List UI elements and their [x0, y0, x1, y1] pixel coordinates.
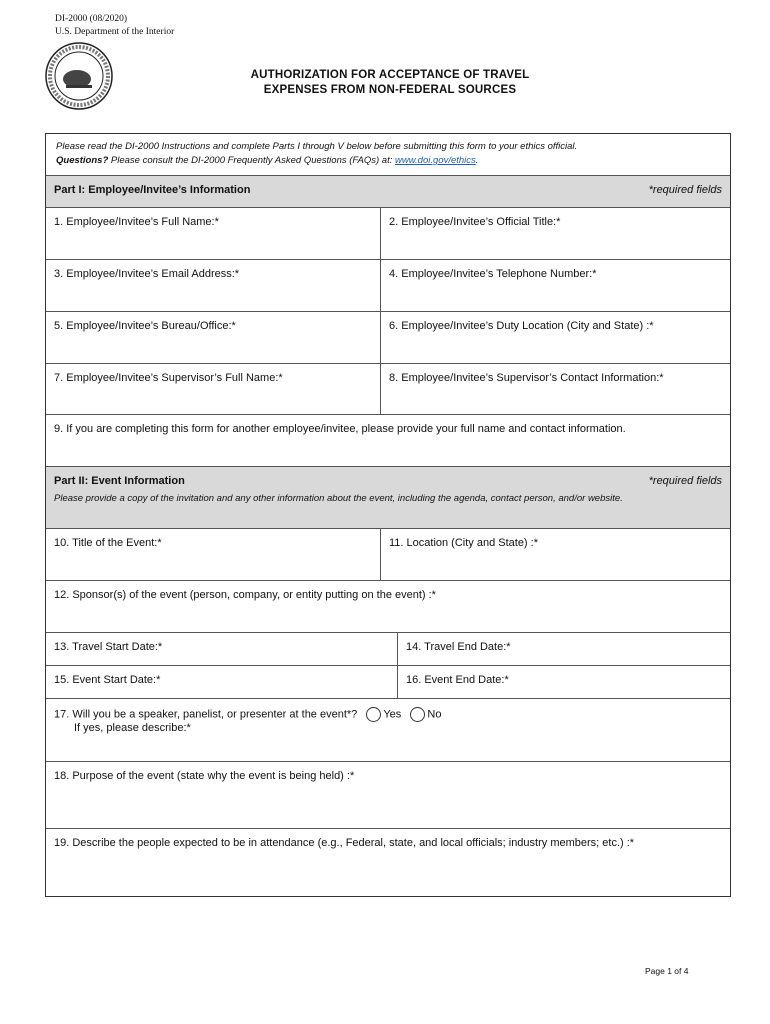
- sponsor-field[interactable]: 12. Sponsor(s) of the event (person, company, or entity putting on the event) :*: [54, 589, 436, 601]
- faq-text: Please consult the DI-2000 Frequently Asked Questions (FAQs) at:: [110, 155, 393, 166]
- duty-location-field[interactable]: 6. Employee/Invitee’s Duty Location (City and State) :*: [380, 312, 730, 363]
- questions-label: Questions?: [56, 155, 109, 166]
- supervisor-contact-field[interactable]: 8. Employee/Invitee’s Supervisor’s Contact Information:*: [380, 364, 730, 414]
- no-label: No: [427, 708, 442, 721]
- event-start-field[interactable]: 15. Event Start Date:*: [54, 674, 161, 686]
- intro-line: Please read the DI-2000 Instructions and complete Parts I through V below before submitting this form to your ethics official.: [56, 141, 578, 152]
- yes-radio[interactable]: [366, 707, 381, 722]
- form-number: DI-2000 (08/2020): [55, 14, 128, 24]
- bureau-field[interactable]: 5. Employee/Invitee’s Bureau/Office:*: [54, 320, 236, 332]
- part2-header: [46, 467, 730, 528]
- page-number: Page 1 of 4: [645, 966, 689, 976]
- telephone-field[interactable]: 4. Employee/Invitee’s Telephone Number:*: [380, 260, 730, 311]
- official-title-field[interactable]: 2. Employee/Invitee’s Official Title:*: [380, 208, 730, 259]
- preparer-info-field[interactable]: 9. If you are completing this form for another employee/invitee, please provide your full name and contact information.: [54, 423, 626, 435]
- ethics-link[interactable]: www.doi.gov/ethics: [394, 155, 476, 166]
- full-name-field[interactable]: 1. Employee/Invitee’s Full Name:*: [54, 216, 219, 228]
- form-table: [45, 133, 731, 897]
- part1-title: Part I: Employee/Invitee’s Information: [54, 184, 251, 196]
- doi-seal-logo: [44, 41, 114, 111]
- no-radio[interactable]: [410, 707, 425, 722]
- travel-start-field[interactable]: 13. Travel Start Date:*: [54, 641, 163, 653]
- travel-end-field[interactable]: 14. Travel End Date:*: [397, 633, 730, 665]
- event-location-field[interactable]: 11. Location (City and State) :*: [380, 529, 730, 580]
- event-title-field[interactable]: 10. Title of the Event:*: [54, 537, 162, 549]
- part2-title: Part II: Event Information: [54, 475, 185, 487]
- email-field[interactable]: 3. Employee/Invitee’s Email Address:*: [54, 268, 240, 280]
- part1-header: [46, 176, 730, 207]
- speaker-label: 17. Will you be a speaker, panelist, or presenter at the event*?: [54, 708, 358, 721]
- required-note: *required fields: [648, 184, 722, 196]
- period: .: [475, 155, 479, 166]
- supervisor-name-field[interactable]: 7. Employee/Invitee’s Supervisor’s Full Name:*: [54, 372, 283, 384]
- yes-label: Yes: [383, 708, 402, 721]
- speaker-question: [46, 699, 730, 761]
- form-header: [55, 13, 174, 39]
- purpose-field[interactable]: 18. Purpose of the event (state why the event is being held) :*: [54, 770, 355, 782]
- attendees-field[interactable]: 19. Describe the people expected to be in attendance (e.g., Federal, state, and local officials; industry members; etc.) :*: [54, 837, 635, 849]
- event-end-field[interactable]: 16. Event End Date:*: [397, 666, 730, 698]
- intro-text: [46, 134, 730, 175]
- title-line-2: EXPENSES FROM NON-FEDERAL SOURCES: [263, 84, 517, 96]
- part2-note: Please provide a copy of the invitation and any other information about the event, including the agenda, contact person, and/or website.: [54, 493, 623, 504]
- department-name: U.S. Department of the Interior: [55, 27, 175, 37]
- form-title: [180, 68, 600, 98]
- title-line-1: AUTHORIZATION FOR ACCEPTANCE OF TRAVEL: [250, 69, 530, 81]
- describe-field[interactable]: If yes, please describe:*: [74, 722, 191, 734]
- required-note: *required fields: [648, 475, 722, 487]
